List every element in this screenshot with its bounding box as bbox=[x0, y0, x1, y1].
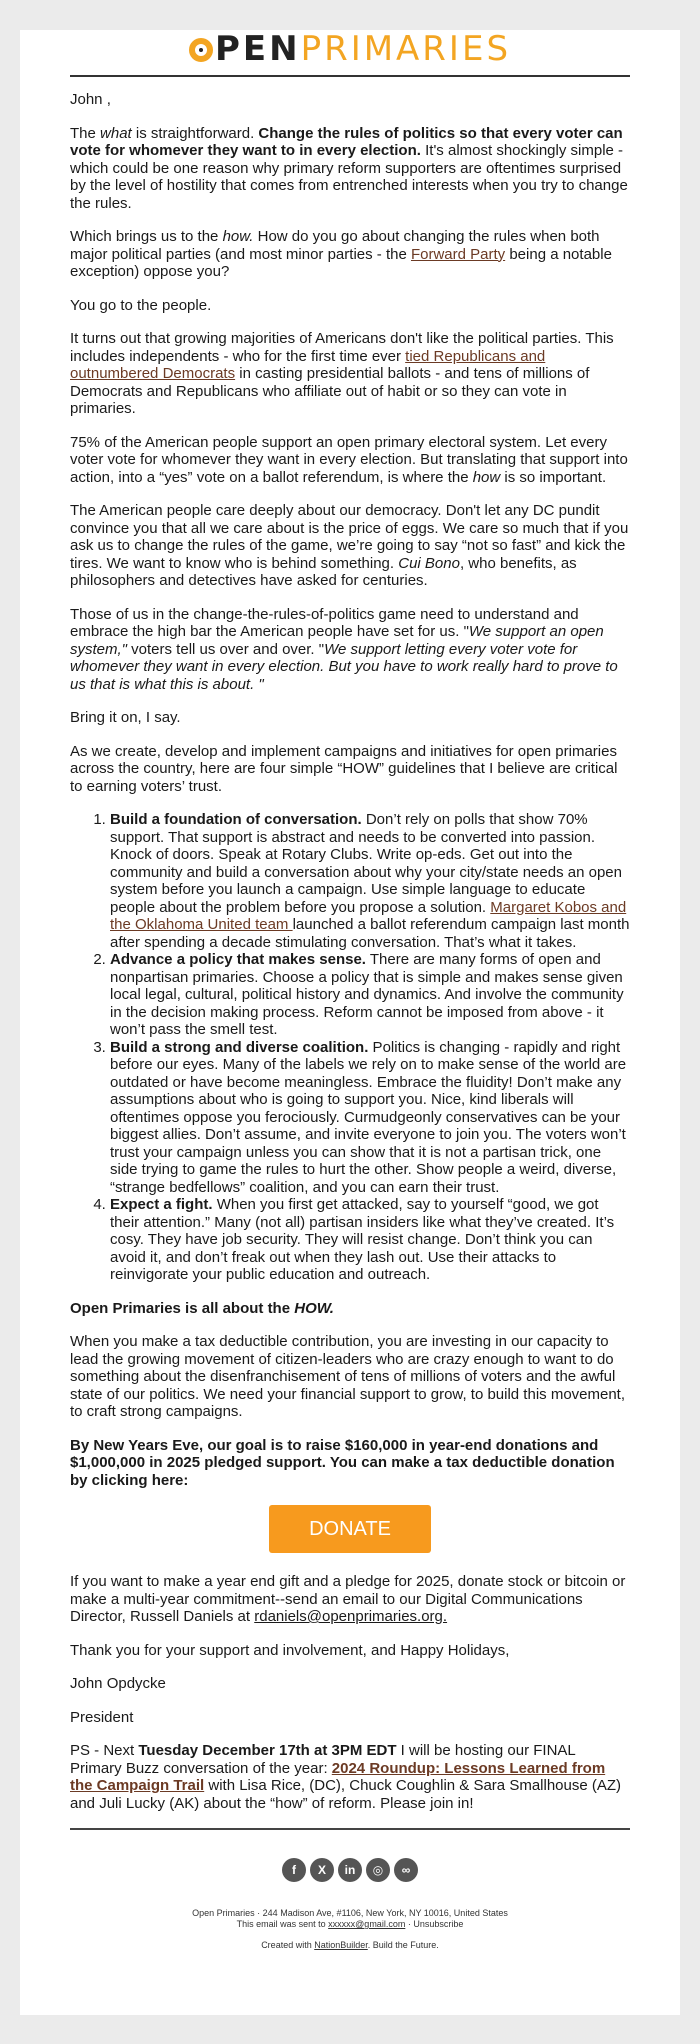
instagram-icon[interactable]: ◎ bbox=[366, 1858, 390, 1882]
footer-address: Open Primaries · 244 Madison Ave, #1106, New York, NY 10016, United States bbox=[192, 1908, 508, 1918]
paragraph-what: The what is straightforward. Change the rules of politics so that every voter can vote for whomever they want to in every election. It's almost shockingly simple - which could be one reason why primary reform supporters are oftentimes surprised by the level of hostility that comes from entrenched interests when you try to change the rules. bbox=[70, 124, 628, 212]
signature-name: John Opdycke bbox=[70, 1675, 166, 1692]
paragraph-democracy: The American people care deeply about our democracy. Don't let any DC pundit convince you that all we care about is the price of eggs. We care so much that if you ask us to change the rules of the game, we’re going to say “not so fast” and kick the tires. We want to know who is behind something. Cui Bono, who benefits, as philosophers and detectives have asked for centuries. bbox=[70, 502, 629, 589]
list-item: 2. Advance a policy that makes sense. There are many forms of open and nonpartisan primaries. Choose a policy that is simple and makes sense given local legal, cultural, political history and dynamics. And involve the community in the decision making process. Reform cannot be imposed from above - it won’t pass the smell test. bbox=[110, 951, 630, 1039]
website-link-icon[interactable]: ∞ bbox=[394, 1858, 418, 1882]
unsubscribe-link[interactable]: Unsubscribe bbox=[413, 1919, 464, 1929]
greeting: John , bbox=[70, 91, 111, 108]
x-twitter-icon[interactable]: X bbox=[310, 1858, 334, 1882]
forward-party-link[interactable]: Forward Party bbox=[410, 245, 506, 263]
open-primaries-logo[interactable] bbox=[70, 26, 630, 71]
list-item: 3. Build a strong and diverse coalition. Politics is changing - rapidly and right before our eyes. Many of the labels we rely on to make sense of the world are outdated or have become meaningless. Embrace the fluidity! Don’t make any assumptions about who is going to support you. Nice, kind liberals will oftentimes oppose you ferociously. Curmudgeonly conservatives can be your biggest allies. Don’t assume, and invite everyone to join you. The voters won’t trust your campaign unless you can show that it is not a partisan trick, one side trying to game the rules to hurt the other. Show people a weird, diverse, “strange bedfellows” coalition, and you can earn their trust. bbox=[110, 1039, 630, 1197]
paragraph-how: Which brings us to the how. How do you go about changing the rules when both major political parties (and most minor parties - the Forward Party being a notable exception) oppose you? bbox=[70, 228, 612, 280]
footer bbox=[70, 1908, 630, 1951]
paragraph-all-about-how: Open Primaries is all about the HOW. bbox=[70, 1299, 334, 1317]
list-item: 1. Build a foundation of conversation. Don’t rely on polls that show 70% support. That support is abstract and needs to be converted into passion. Knock of doors. Speak at Rotary Clubs. Write op-eds. Get out into the community and build a conversation about why your city/state needs an open system before you launch a campaign. Use simple language to educate people about the problem before you propose a solution. Margaret Kobos and the Oklahoma United team launched a ballot referendum campaign last month after spending a decade stimulating conversation. That’s what it takes. bbox=[110, 811, 630, 951]
paragraph-thanks: Thank you for your support and involvement, and Happy Holidays, bbox=[70, 1641, 510, 1659]
social-links bbox=[70, 1858, 630, 1882]
paragraph-goal: By New Years Eve, our goal is to raise $160,000 in year-end donations and $1,000,000 in 2025 pledged support. You can make a tax deductible donation by clicking here: bbox=[70, 1436, 615, 1489]
linkedin-icon[interactable]: in bbox=[338, 1858, 362, 1882]
logo-ring-icon bbox=[189, 38, 213, 62]
oklahoma-united-link[interactable]: Margaret Kobos and the Oklahoma United team bbox=[110, 898, 627, 933]
email-body bbox=[70, 91, 630, 1812]
donate-wrapper bbox=[70, 1505, 630, 1553]
email-container bbox=[20, 30, 680, 2015]
header-divider bbox=[70, 75, 630, 77]
paragraph-ps: PS - Next Tuesday December 17th at 3PM EDT I will be hosting our FINAL Primary Buzz conversation of the year: 2024 Roundup: Lessons Learned from the Campaign Trail with Lisa Rice, (DC), Chuck Coughlin & Sara Smallhouse (AZ) and Juli Lucky (AK) about the “how” of reform. Please join in! bbox=[70, 1742, 622, 1812]
rdaniels-email-link[interactable]: rdaniels@openprimaries.org. bbox=[254, 1608, 448, 1625]
nationbuilder-link[interactable]: NationBuilder bbox=[314, 1940, 368, 1950]
list-item: 4. Expect a fight. When you first get attacked, say to yourself “good, we got their attention.” Many (not all) partisan insiders like what they’ve created. It’s cosy. They have job security. They will resist change. Don’t think you can avoid it, and don’t freak out when they lash out. Use their attacks to reinvigorate your public education and outreach. bbox=[110, 1196, 630, 1284]
paragraph-contribution: When you make a tax deductible contribution, you are investing in our capacity to lead the growing movement of citizen-leaders who are crazy enough to want to do something about the disenfranchisement of tens of millions of voters and the awful state of our politics. We need your financial support to grow, to build this movement, to craft strong campaigns. bbox=[70, 1333, 626, 1420]
independents-link[interactable]: tied Republicans and outnumbered Democrats bbox=[70, 347, 546, 382]
roundup-event-link[interactable]: 2024 Roundup: Lessons Learned from the Campaign Trail bbox=[70, 1759, 606, 1794]
signature-title: President bbox=[70, 1708, 134, 1726]
paragraph-bring-it-on: Bring it on, I say. bbox=[70, 709, 181, 726]
footer-sent-to: This email was sent to xxxxxx@gmail.com · Unsubscribe bbox=[236, 1919, 464, 1929]
paragraph-guidelines-intro: As we create, develop and implement campaigns and initiatives for open primaries across the country, here are four simple “HOW” guidelines that I believe are critical to earning voters’ trust. bbox=[70, 742, 618, 795]
paragraph-support: 75% of the American people support an open primary electoral system. Let every voter vote for whomever they want in every election. But translating that support into action, into a “yes” vote on a ballot referendum, is where the how is so important. bbox=[70, 433, 628, 486]
guidelines-list bbox=[70, 811, 630, 1284]
recipient-email-link[interactable]: xxxxxx@gmail.com bbox=[328, 1919, 406, 1929]
logo-open-text bbox=[189, 32, 215, 66]
logo-open-word: PEN bbox=[214, 28, 301, 69]
paragraph-year-end-gift: If you want to make a year end gift and a pledge for 2025, donate stock or bitcoin or make a multi-year commitment--send an email to our Digital Communications Director, Russell Daniels at rdaniels@openprimaries.org. bbox=[70, 1573, 626, 1625]
logo-primaries-word: PRIMARIES bbox=[300, 28, 512, 69]
paragraph-high-bar: Those of us in the change-the-rules-of-politics game need to understand and embrace the high bar the American people have set for us. "We support an open system," voters tell us over and over. "We support letting every voter vote for whomever they want in every election. But you have to work really hard to prove to us that is what this is about. " bbox=[70, 605, 618, 693]
footer-divider bbox=[70, 1828, 630, 1830]
facebook-icon[interactable]: f bbox=[282, 1858, 306, 1882]
paragraph-majorities: It turns out that growing majorities of Americans don't like the political parties. This includes independents - who for the first time ever tied Republicans and outnumbered Democrats in casting presidential ballots - and tens of millions of Democrats and Republicans who affiliate out of habit or so they can vote in primaries. bbox=[70, 330, 614, 417]
donate-button[interactable]: DONATE bbox=[269, 1505, 431, 1553]
paragraph-people: You go to the people. bbox=[70, 296, 212, 314]
footer-created-with: Created with NationBuilder. Build the Future. bbox=[261, 1940, 439, 1950]
